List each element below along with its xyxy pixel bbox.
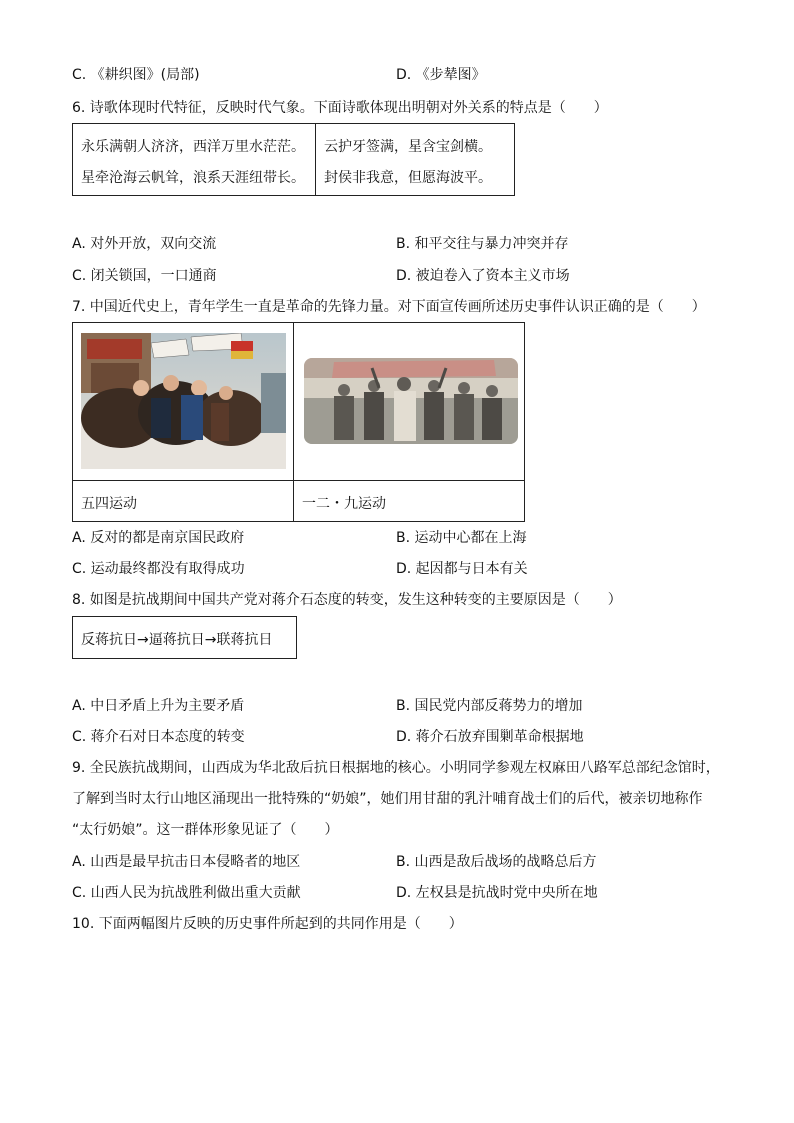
q9-stem-line2: 了解到当时太行山地区涌现出一批特殊的“奶娘”，她们用甘甜的乳汁哺育战士们的后代，被亲切地称作 xyxy=(72,791,703,807)
q9-stem-line3: “太行奶娘”。这一群体形象见证了（ ） xyxy=(72,822,339,838)
q8-option-d: D. 蒋介石放弃围剿革命根据地 xyxy=(396,729,584,745)
q6-stem: 6. 诗歌体现时代特征，反映时代气象。下面诗歌体现出明朝对外关系的特点是（ ） xyxy=(72,100,608,116)
q6-poem-divider xyxy=(315,124,316,195)
q6-option-d: D. 被迫卷入了资本主义市场 xyxy=(396,268,570,284)
q8-stem: 8. 如图是抗战期间中国共产党对蒋介石态度的转变，发生这种转变的主要原因是（ ） xyxy=(72,592,622,608)
q9-option-b: B. 山西是敌后战场的战略总后方 xyxy=(396,854,597,870)
q8-option-c: C. 蒋介石对日本态度的转变 xyxy=(72,729,245,745)
q7-stem: 7. 中国近代史上，青年学生一直是革命的先锋力量。对下面宣传画所述历史事件认识正确的是（ ） xyxy=(72,299,706,315)
q10-stem: 10. 下面两幅图片反映的历史事件所起到的共同作用是（ ） xyxy=(72,916,463,932)
q7-option-d: D. 起因都与日本有关 xyxy=(396,561,528,577)
q7-caption-may-fourth: 五四运动 xyxy=(81,496,137,512)
q6-option-a: A. 对外开放，双向交流 xyxy=(72,236,217,252)
q8-option-b: B. 国民党内部反蒋势力的增加 xyxy=(396,698,583,714)
q9-option-d: D. 左权县是抗战时党中央所在地 xyxy=(396,885,598,901)
q6-poem-right-line1: 云护牙签满，星含宝剑横。 xyxy=(324,139,492,155)
may-fourth-poster-image xyxy=(81,333,286,469)
december-ninth-poster-image xyxy=(304,358,518,444)
q6-poem-left-line2: 星牵沧海云帆耸，浪系天涯纽带长。 xyxy=(81,170,305,186)
q6-poem-table xyxy=(72,123,515,196)
q7-caption-december-ninth: 一二・九运动 xyxy=(302,496,386,512)
q7-option-a: A. 反对的都是南京国民政府 xyxy=(72,530,245,546)
q8-attitude-box xyxy=(72,616,297,659)
q6-poem-right-line2: 封侯非我意，但愿海波平。 xyxy=(324,170,492,186)
q7-option-c: C. 运动最终都没有取得成功 xyxy=(72,561,245,577)
q7-table-vdivider xyxy=(293,323,294,521)
q5-option-c: C. 《耕织图》(局部) xyxy=(72,67,200,83)
q9-stem-line1: 9. 全民族抗战期间，山西成为华北敌后抗日根据地的核心。小明同学参观左权麻田八路军总部纪念馆时， xyxy=(72,760,720,776)
q9-option-a: A. 山西是最早抗击日本侵略者的地区 xyxy=(72,854,301,870)
q8-attitude-text: 反蒋抗日→逼蒋抗日→联蒋抗日 xyxy=(81,632,273,648)
q6-option-c: C. 闭关锁国，一口通商 xyxy=(72,268,217,284)
q7-picture-table xyxy=(72,322,525,522)
q6-poem-left-line1: 永乐满朝人济济，西洋万里水茫茫。 xyxy=(81,139,305,155)
q9-option-c: C. 山西人民为抗战胜利做出重大贡献 xyxy=(72,885,301,901)
q7-table-hdivider xyxy=(73,480,524,481)
q7-option-b: B. 运动中心都在上海 xyxy=(396,530,527,546)
q5-option-d: D. 《步辇图》 xyxy=(396,67,486,83)
q6-option-b: B. 和平交往与暴力冲突并存 xyxy=(396,236,569,252)
q8-option-a: A. 中日矛盾上升为主要矛盾 xyxy=(72,698,245,714)
